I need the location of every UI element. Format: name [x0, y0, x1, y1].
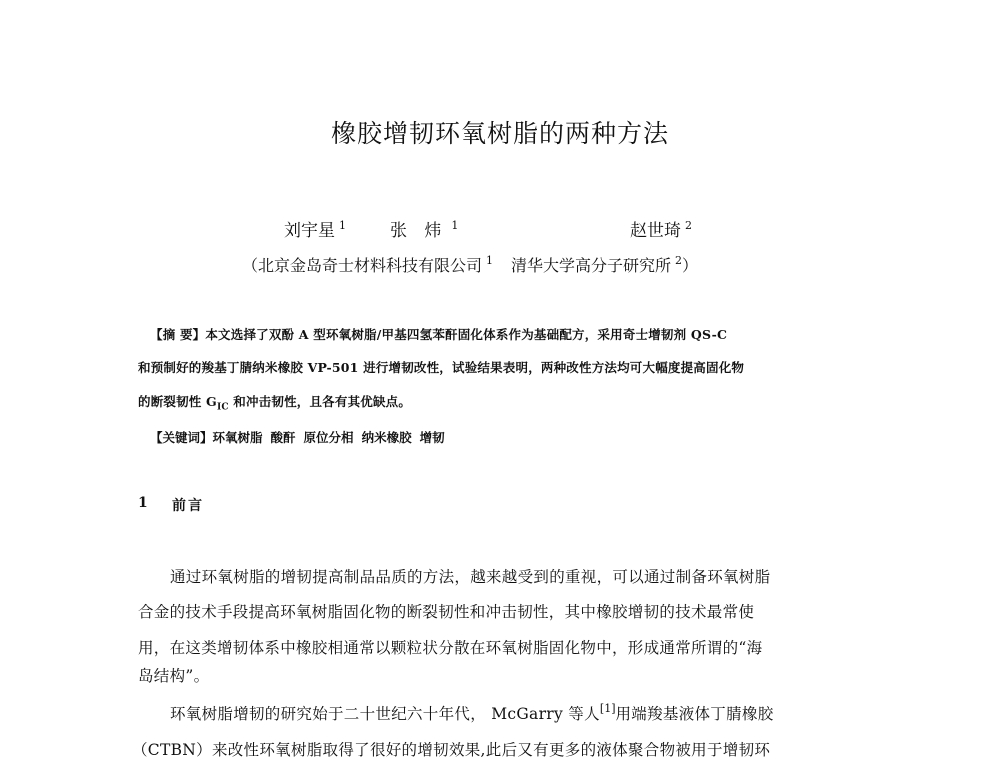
keyword-term: 环氧树脂	[212, 430, 263, 445]
keyword-term: 增韧	[419, 430, 445, 445]
affiliation-1-mark: 1	[486, 254, 494, 267]
abstract-text-3b: 和冲击韧性，且各有其优缺点。	[228, 394, 412, 409]
body-line: 岛结构”。	[138, 667, 210, 685]
affiliation-open-paren: （	[242, 256, 259, 275]
author-1-mark: 1	[339, 219, 346, 232]
abstract-subscript: IC	[216, 402, 229, 413]
author-3-name: 赵世琦	[630, 221, 681, 241]
affiliation-2: 清华大学高分子研究所	[511, 256, 672, 275]
affiliation-2-mark: 2	[675, 254, 683, 267]
keywords-label: 【关键词】	[150, 430, 213, 445]
body-line: 合金的技术手段提高环氧树脂固化物的断裂韧性和冲击韧性，其中橡胶增韧的技术最常使	[138, 603, 755, 621]
body-line: （CTBN）来改性环氧树脂取得了很好的增韧效果,此后又有更多的液体聚合物被用于增韧环	[132, 741, 771, 759]
affiliations	[242, 253, 698, 276]
abstract-line-1	[150, 325, 727, 343]
keywords	[150, 428, 453, 446]
author-1	[284, 216, 346, 241]
author-3	[630, 216, 692, 241]
body-line	[170, 702, 774, 724]
abstract-label: 【摘 要】	[150, 327, 206, 342]
body-text: 环氧树脂增韧的研究始于二十世纪六十年代， McGarry 等人	[170, 705, 600, 723]
paper-title: 橡胶增韧环氧树脂的两种方法	[330, 119, 669, 148]
keyword-term: 原位分相	[303, 430, 354, 445]
keyword-term: 纳米橡胶	[361, 430, 412, 445]
body-line: 用，在这类增韧体系中橡胶相通常以颗粒状分散在环氧树脂固化物中，形成通常所谓的“海	[138, 639, 763, 657]
abstract-line-2: 和预制好的羧基丁腈纳米橡胶 VP-501 进行增韧改性，试验结果表明，两种改性方法均可大幅度提高固化物	[138, 360, 745, 375]
abstract-line-3	[138, 392, 411, 413]
abstract-text-3a: 的断裂韧性 G	[138, 394, 217, 409]
author-2	[390, 216, 458, 241]
abstract-text-1: 本文选择了双酚 A 型环氧树脂/甲基四氢苯酐固化体系作为基础配方，采用奇士增韧剂 QS-C	[205, 327, 728, 342]
citation-ref: [1]	[599, 702, 616, 715]
author-2-name: 张 炜	[390, 221, 448, 241]
body-text: 用端羧基液体丁腈橡胶	[615, 705, 774, 723]
section-title: 前言	[172, 498, 204, 514]
section-number: 1	[138, 495, 148, 511]
author-3-mark: 2	[685, 219, 692, 232]
author-2-mark: 1	[451, 219, 459, 232]
affiliation-close-paren: ）	[682, 256, 699, 275]
affiliation-1: 北京金岛奇士材料科技有限公司	[258, 256, 483, 275]
author-1-name: 刘宇星	[284, 221, 335, 241]
body-line: 通过环氧树脂的增韧提高制品品质的方法，越来越受到的重视，可以通过制备环氧树脂	[170, 568, 771, 586]
keyword-term: 酸酐	[270, 430, 296, 445]
